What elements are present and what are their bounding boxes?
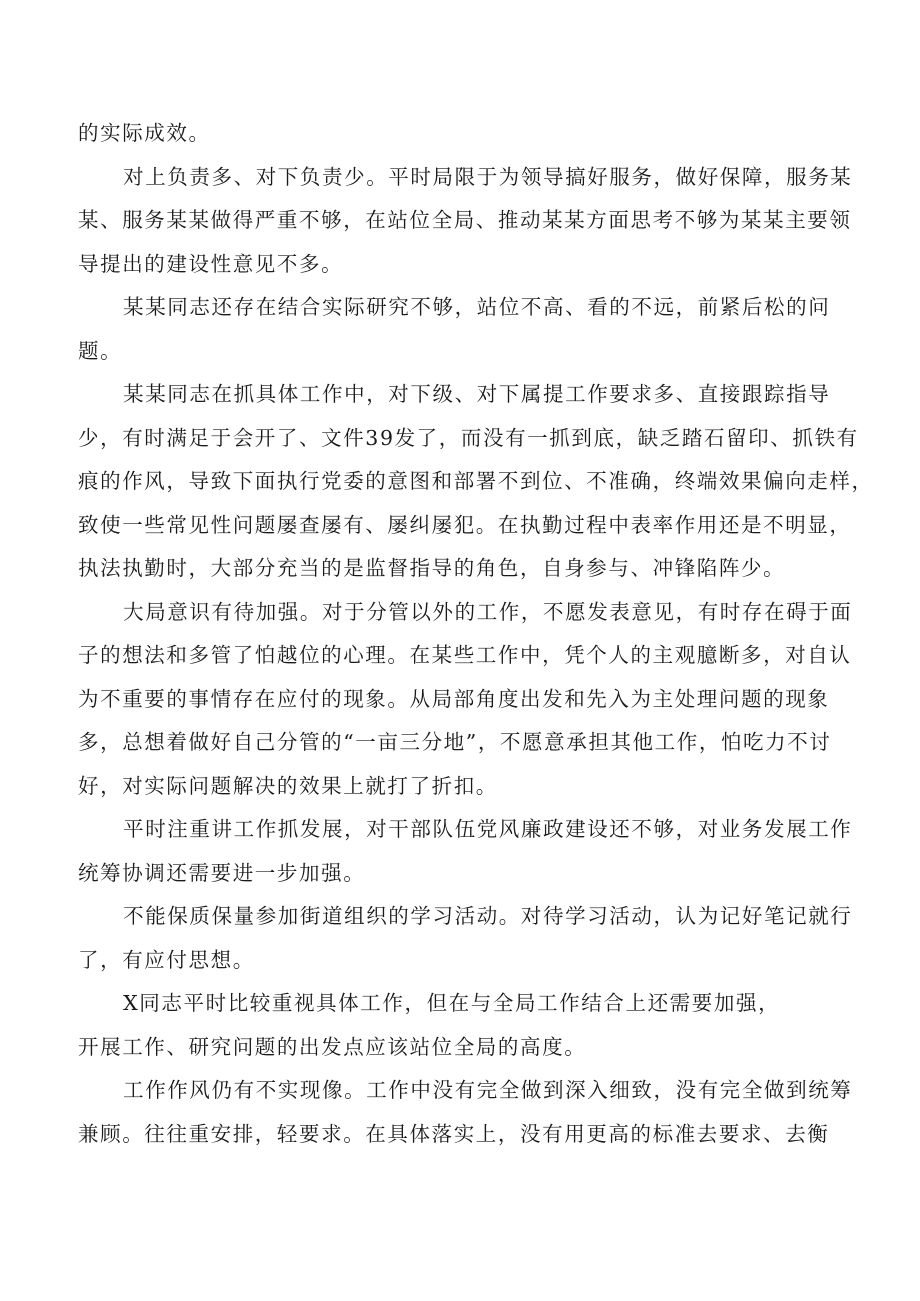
paragraph — [78, 808, 853, 895]
text-line: 导提出的建设性意见不多。 — [78, 251, 344, 276]
text-line: 某、服务某某做得严重不够，在站位全局、推动某某方面思考不够为某某主要领 — [78, 208, 852, 232]
paragraph — [78, 112, 848, 156]
text-line: 大局意识有待加强。对于分管以外的工作，不愿发表意见，有时存在碍于面 — [123, 599, 853, 624]
text-line: 对上负责多、对下负责少。平时局限于为领导搞好服务，做好保障，服务某 — [123, 164, 853, 189]
paragraph — [78, 156, 853, 287]
paragraph — [78, 982, 848, 1069]
text-line: 题。 — [78, 338, 123, 363]
paragraph — [78, 373, 874, 591]
text-line: 兼顾。往往重安排，轻要求。在具体落实上，没有用更高的标准去要求、去衡 — [78, 1121, 830, 1146]
paragraph — [78, 591, 853, 809]
text-line: 子的想法和多管了怕越位的心理。在某些工作中，凭个人的主观臆断多，对自认 — [78, 643, 852, 667]
text-line: 致使一些常见性问题屡查屡有、屡纠屡犯。在执勤过程中表率作用还是不明显， — [78, 512, 852, 537]
text-line: 工作作风仍有不实现像。工作中没有完全做到深入细致，没有完全做到统筹 — [123, 1078, 853, 1102]
text-line: 痕的作风，导致下面执行党委的意图和部署不到位、不准确，终端效果偏向走样， — [78, 469, 874, 493]
paragraph — [78, 286, 848, 373]
text-line: 统筹协调还需要进一步加强。 — [78, 860, 366, 885]
text-line: 某某同志在抓具体工作中，对下级、对下属提工作要求多、直接跟踪指导 — [123, 382, 831, 406]
text-line: 为不重要的事情存在应付的现象。从局部角度出发和先入为主处理问题的现象 — [78, 686, 830, 711]
text-line: 某某同志还存在结合实际研究不够，站位不高、看的不远，前紧后松的问 — [123, 295, 831, 319]
text-line: 执法执勤时，大部分充当的是监督指导的角色，自身参与、冲锋陷阵少。 — [78, 556, 786, 580]
text-line: 不能保质保量参加街道组织的学习活动。对待学习活动，认为记好笔记就行 — [123, 904, 853, 928]
paragraph — [78, 895, 853, 982]
text-line: 少，有时满足于会开了、文件39发了，而没有一抓到底，缺乏踏石留印、抓铁有 — [78, 425, 859, 450]
text-line: 了，有应付思想。 — [78, 947, 255, 972]
text-line: 多，总想着做好自己分管的“一亩三分地”，不愿意承担其他工作，怕吃力不讨 — [78, 730, 832, 754]
text-line: X同志平时比较重视具体工作，但在与全局工作结合上还需要加强， — [123, 991, 781, 1015]
body-text — [78, 112, 874, 1156]
text-line: 开展工作、研究问题的出发点应该站位全局的高度。 — [78, 1034, 587, 1059]
paragraph — [78, 1069, 853, 1156]
text-line: 的实际成效。 — [78, 121, 211, 145]
text-line: 好，对实际问题解决的效果上就打了折扣。 — [78, 773, 498, 798]
text-line: 平时注重讲工作抓发展，对干部队伍党风廉政建设还不够，对业务发展工作 — [123, 817, 853, 841]
